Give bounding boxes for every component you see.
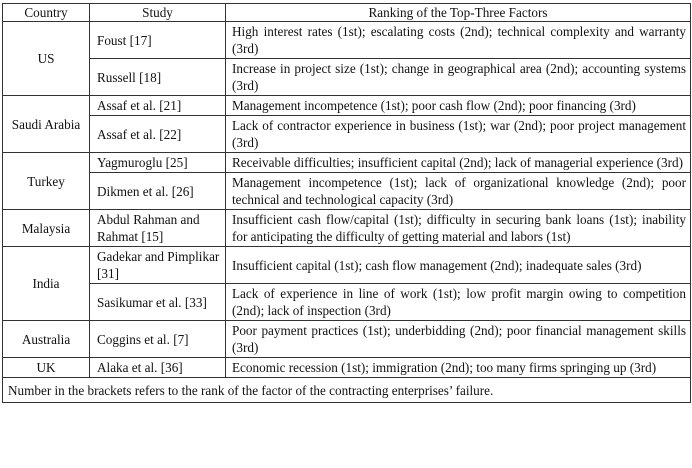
table-row <box>3 173 691 210</box>
country-cell: UK <box>3 358 90 378</box>
table-row <box>3 59 691 96</box>
header-factors: Ranking of the Top-Three Factors <box>226 4 691 22</box>
table-row <box>3 22 691 59</box>
country-cell: India <box>3 247 90 321</box>
study-cell: Assaf et al. [21] <box>90 96 226 116</box>
contractor-failure-factors-table <box>2 3 691 403</box>
country-cell: Turkey <box>3 153 90 210</box>
table-row <box>3 358 691 378</box>
factors-cell: Insufficient capital (1st); cash flow management (2nd); inadequate sales (3rd) <box>226 247 691 284</box>
study-cell: Assaf et al. [22] <box>90 116 226 153</box>
table-row <box>3 284 691 321</box>
study-cell: Russell [18] <box>90 59 226 96</box>
factors-cell: Increase in project size (1st); change in geographical area (2nd); accounting systems (3rd) <box>226 59 691 96</box>
header-row <box>3 4 691 22</box>
factors-cell: Management incompetence (1st); poor cash flow (2nd); poor financing (3rd) <box>226 96 691 116</box>
study-cell: Abdul Rahman and Rahmat [15] <box>90 210 226 247</box>
table-footnote: Number in the brackets refers to the rank of the factor of the contracting enterprises’ failure. <box>3 378 691 403</box>
factors-cell: Poor payment practices (1st); underbidding (2nd); poor financial management skills (3rd) <box>226 321 691 358</box>
factors-cell: Insufficient cash flow/capital (1st); difficulty in securing bank loans (1st); inability for anticipating the difficulty of getting material and labors (1st) <box>226 210 691 247</box>
country-cell: Australia <box>3 321 90 358</box>
factors-cell: Economic recession (1st); immigration (2nd); too many firms springing up (3rd) <box>226 358 691 378</box>
study-cell: Sasikumar et al. [33] <box>90 284 226 321</box>
study-cell: Coggins et al. [7] <box>90 321 226 358</box>
table-row <box>3 153 691 173</box>
header-country: Country <box>3 4 90 22</box>
header-study: Study <box>90 4 226 22</box>
note-row <box>3 378 691 403</box>
country-cell: Malaysia <box>3 210 90 247</box>
factors-cell: Receivable difficulties; insufficient capital (2nd); lack of managerial experience (3rd) <box>226 153 691 173</box>
study-cell: Yagmuroglu [25] <box>90 153 226 173</box>
study-cell: Dikmen et al. [26] <box>90 173 226 210</box>
table-row <box>3 96 691 116</box>
factors-cell: Management incompetence (1st); lack of organizational knowledge (2nd); poor technical and technological capacity (3rd) <box>226 173 691 210</box>
table-row <box>3 321 691 358</box>
study-cell: Gadekar and Pimplikar [31] <box>90 247 226 284</box>
table-row <box>3 116 691 153</box>
factors-cell: Lack of contractor experience in business (1st); war (2nd); poor project management (3rd) <box>226 116 691 153</box>
country-cell: US <box>3 22 90 96</box>
table-row <box>3 247 691 284</box>
table-row <box>3 210 691 247</box>
study-cell: Alaka et al. [36] <box>90 358 226 378</box>
country-cell: Saudi Arabia <box>3 96 90 153</box>
factors-cell: High interest rates (1st); escalating costs (2nd); technical complexity and warranty (3rd) <box>226 22 691 59</box>
factors-cell: Lack of experience in line of work (1st); low profit margin owing to competition (2nd); lack of inspection (3rd) <box>226 284 691 321</box>
study-cell: Foust [17] <box>90 22 226 59</box>
